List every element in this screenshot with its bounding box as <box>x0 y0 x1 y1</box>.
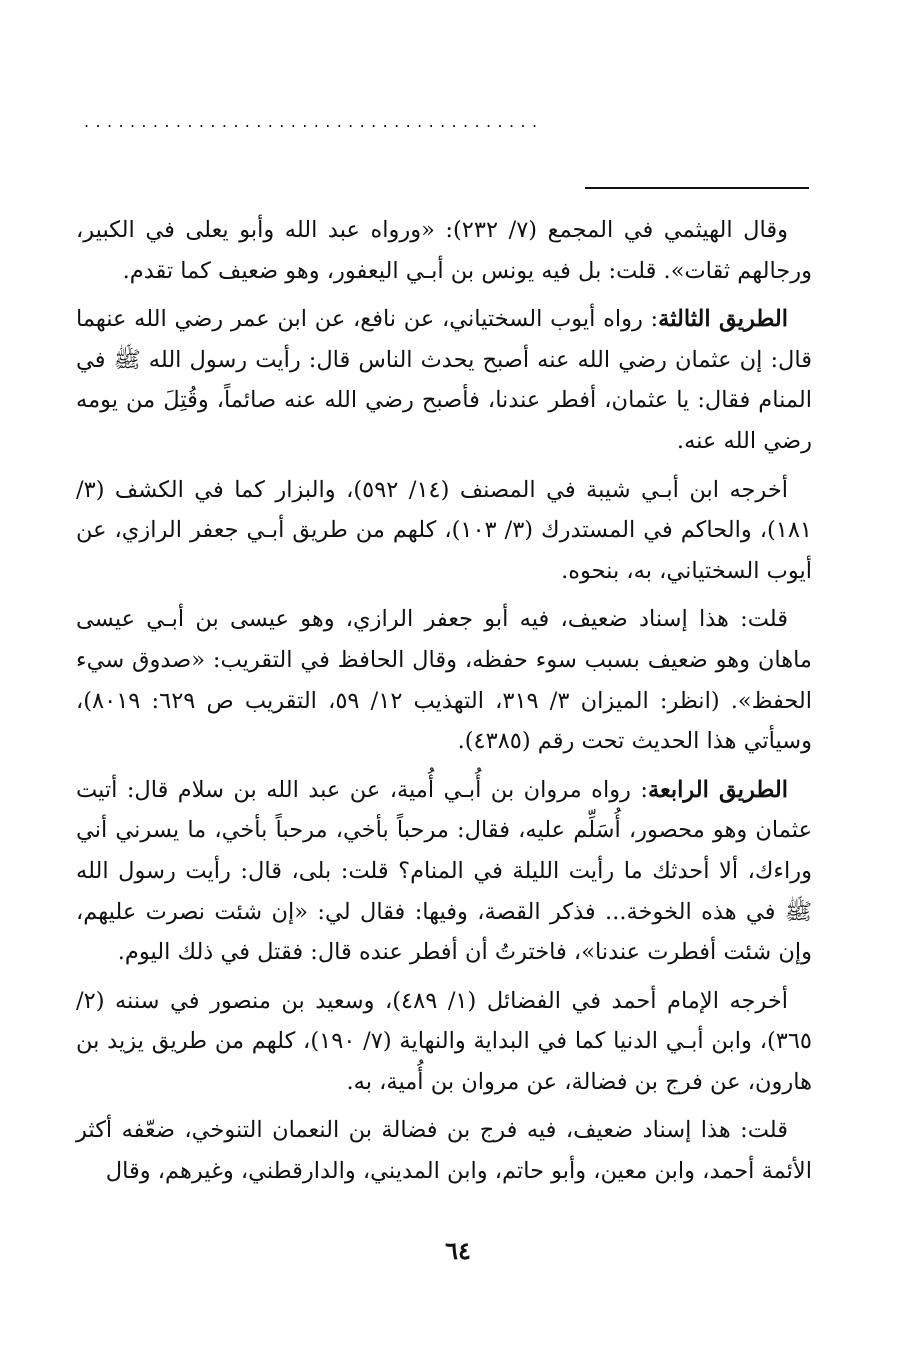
page-number: ٦٤ <box>445 1236 471 1265</box>
paragraph-text: : رواه مروان بن أُبـي أُمية، عن عبد الله بن سلام قال: أتيت عثمان وهو محصور، أُسَلِّم عليه، فقال: مرحباً بأخي، مرحباً بأخي، ما يسرني أني وراءك، ألا أحدثك ما رأيت الليلة في المنام؟ قلت: بلى، قال: رأيت رسول الله ﷺ في هذه الخوخة... فذكر القصة، وفيها: فقال لي: «إن شئت نصرت عليهم، وإن شئت أفطرت عندنا»، فاخترتُ أن أفطر عنده قال: فقتل في ذلك اليوم. <box>76 776 812 966</box>
paragraph-1 <box>76 210 812 291</box>
dotted-separator: ........................................ <box>84 112 544 131</box>
paragraph-heading: الطريق الرابعة <box>647 776 788 803</box>
paragraph-text: أخرجه ابن أبـي شيبة في المصنف (١٤/ ٥٩٢)، والبزار كما في الكشف (٣/ ١٨١)، والحاكم في المستدرك (٣/ ١٠٣)، كلهم من طريق أبـي جعفر الرازي، عن أيوب السختياني، به، بنحوه. <box>76 476 813 584</box>
paragraph-text: وقال الهيثمي في المجمع (٧/ ٢٣٢): «ورواه عبد الله وأبو يعلى في الكبير، ورجالهم ثقات». قلت: بل فيه يونس بن أبـي اليعفور، وهو ضعيف كما تقدم. <box>76 217 812 284</box>
paragraph-text: أخرجه الإمام أحمد في الفضائل (١/ ٤٨٩)، وسعيد بن منصور في سننه (٢/ ٣٦٥)، وابن أبـي الدنيا كما في البداية والنهاية (٧/ ١٩٠)، كلهم من طريق يزيد بن هارون، عن فرج بن فضالة، عن مروان بن أُمية، به. <box>76 987 812 1095</box>
footnote-text <box>76 210 812 1192</box>
paragraph-4 <box>76 599 812 761</box>
paragraph-7 <box>76 1110 812 1191</box>
paragraph-text: قلت: هذا إسناد ضعيف، فيه أبو جعفر الرازي، وهو عيسى بن أبـي عيسى ماهان وهو ضعيف بسبب سوء حفظه، وقال الحافظ في التقريب: «صدوق سيء الحفظ». (انظر: الميزان ٣/ ٣١٩، التهذيب ١٢/ ٥٩، التقريب ص ٦٢٩: ٨٠١٩)، وسيأتي هذا الحديث تحت رقم (٤٣٨٥). <box>76 606 813 755</box>
paragraph-2 <box>76 299 812 461</box>
paragraph-6 <box>76 981 812 1103</box>
paragraph-text: : رواه أيوب السختياني، عن نافع، عن ابن عمر رضي الله عنهما قال: إن عثمان رضي الله عنه أصبح يحدث الناس قال: رأيت رسول الله ﷺ في المنام فقال: يا عثمان، أفطر عندنا، فأصبح رضي الله عنه صائماً، وقُتِلَ من يومه رضي الله عنه. <box>76 306 812 454</box>
paragraph-5 <box>76 770 812 973</box>
paragraph-heading: الطريق الثالثة <box>658 306 788 333</box>
footnote-rule <box>585 187 809 189</box>
paragraph-text: قلت: هذا إسناد ضعيف، فيه فرج بن فضالة بن النعمان التنوخي، ضعّفه أكثر الأئمة أحمد، وابن معين، وأبو حاتم، وابن المديني، والدارقطني، وغيرهم، وقال <box>76 1117 812 1185</box>
paragraph-3 <box>76 470 812 592</box>
